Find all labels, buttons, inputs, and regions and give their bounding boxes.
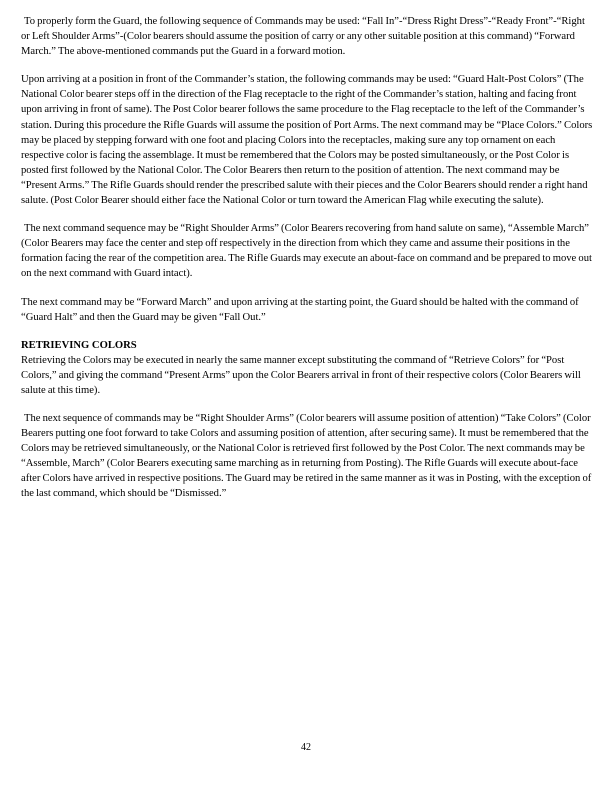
section-heading-retrieving-colors: RETRIEVING COLORS [21, 339, 137, 351]
paragraph-retrieving-colors: Retrieving the Colors may be executed in nearly the same manner except substituting the command of “Retrieve Colors” for “Post Colors,” and giving the command “Present Arms” upon the Color Bearers arrival in front of their respective colors (Color Bearers will salute at this time). [21, 354, 581, 396]
paragraph-forming-guard: To properly form the Guard, the following sequence of Commands may be used: “Fall In”-“Dress Right Dress”-“Ready Front”-“Right or Left Shoulder Arms”-(Color bearers should assume the position of carry or any other suitable position at this command) “Forward March.” The above-mentioned commands put the Guard in a forward motion. [21, 16, 585, 58]
paragraph-assemble-march: The next command sequence may be “Right Shoulder Arms” (Color Bearers recovering from hand salute on same), “Assemble March” (Color Bearers may face the center and step off respectively in the direction from which they came and assume their positions in the formation facing the rear of the competition area. The Rifle Guards may execute an about-face on command and be prepared to move out on the next command with Guard intact). [21, 223, 592, 280]
paragraph-forward-march: The next command may be “Forward March” and upon arriving at the starting point, the Guard should be halted with the command of “Guard Halt” and then the Guard may be given “Fall Out.” [21, 296, 579, 323]
paragraph-post-colors: Upon arriving at a position in front of the Commander’s station, the following commands may be used: “Guard Halt-Post Colors” (The National Color bearer steps off in the direction of the Flag receptacle to the right of the Commander’s station, halting and facing front upon arriving in front of same). The Post Color bearer follows the same procedure to the Flag receptacle to the left of the Commander’s station. During this procedure the Rifle Guards will assume the position of Port Arms. The next command may be “Place Colors.” Colors may be placed by stepping forward with one foot and placing Colors into the receptacles, making sure any top ornament on each respective color is facing the assemblage. It must be remembered that the Colors may be posted simultaneously, or the Post Color is posted first followed by the National Color. The Color Bearers then return to the position of attention. The next command may be “Present Arms.” The Rifle Guards should render the prescribed salute with their pieces and the Color Bearers should render a right hand salute. (Post Color Bearer should either face the National Color or turn toward the American Flag while executing the salute). [21, 74, 593, 207]
page-number: 42 [301, 742, 311, 753]
paragraph-take-colors: The next sequence of commands may be “Right Shoulder Arms” (Color bearers will assume position of attention) “Take Colors” (Color Bearers putting one foot forward to take Colors and assuming position of attention, after securing same). It must be remembered that the Colors may be retrieved simultaneously, or the National Color is retrieved first followed by the Post Color. The next commands may be “Assemble, March” (Color Bearers executing same marching as in returning from Posting). The Rifle Guards will execute about-face after Colors have arrived in respective positions. The Guard may be retired in the same manner as it was in Posting, with the exception of the last command, which should be “Dismissed.” [21, 412, 592, 500]
document-page [21, 14, 593, 515]
